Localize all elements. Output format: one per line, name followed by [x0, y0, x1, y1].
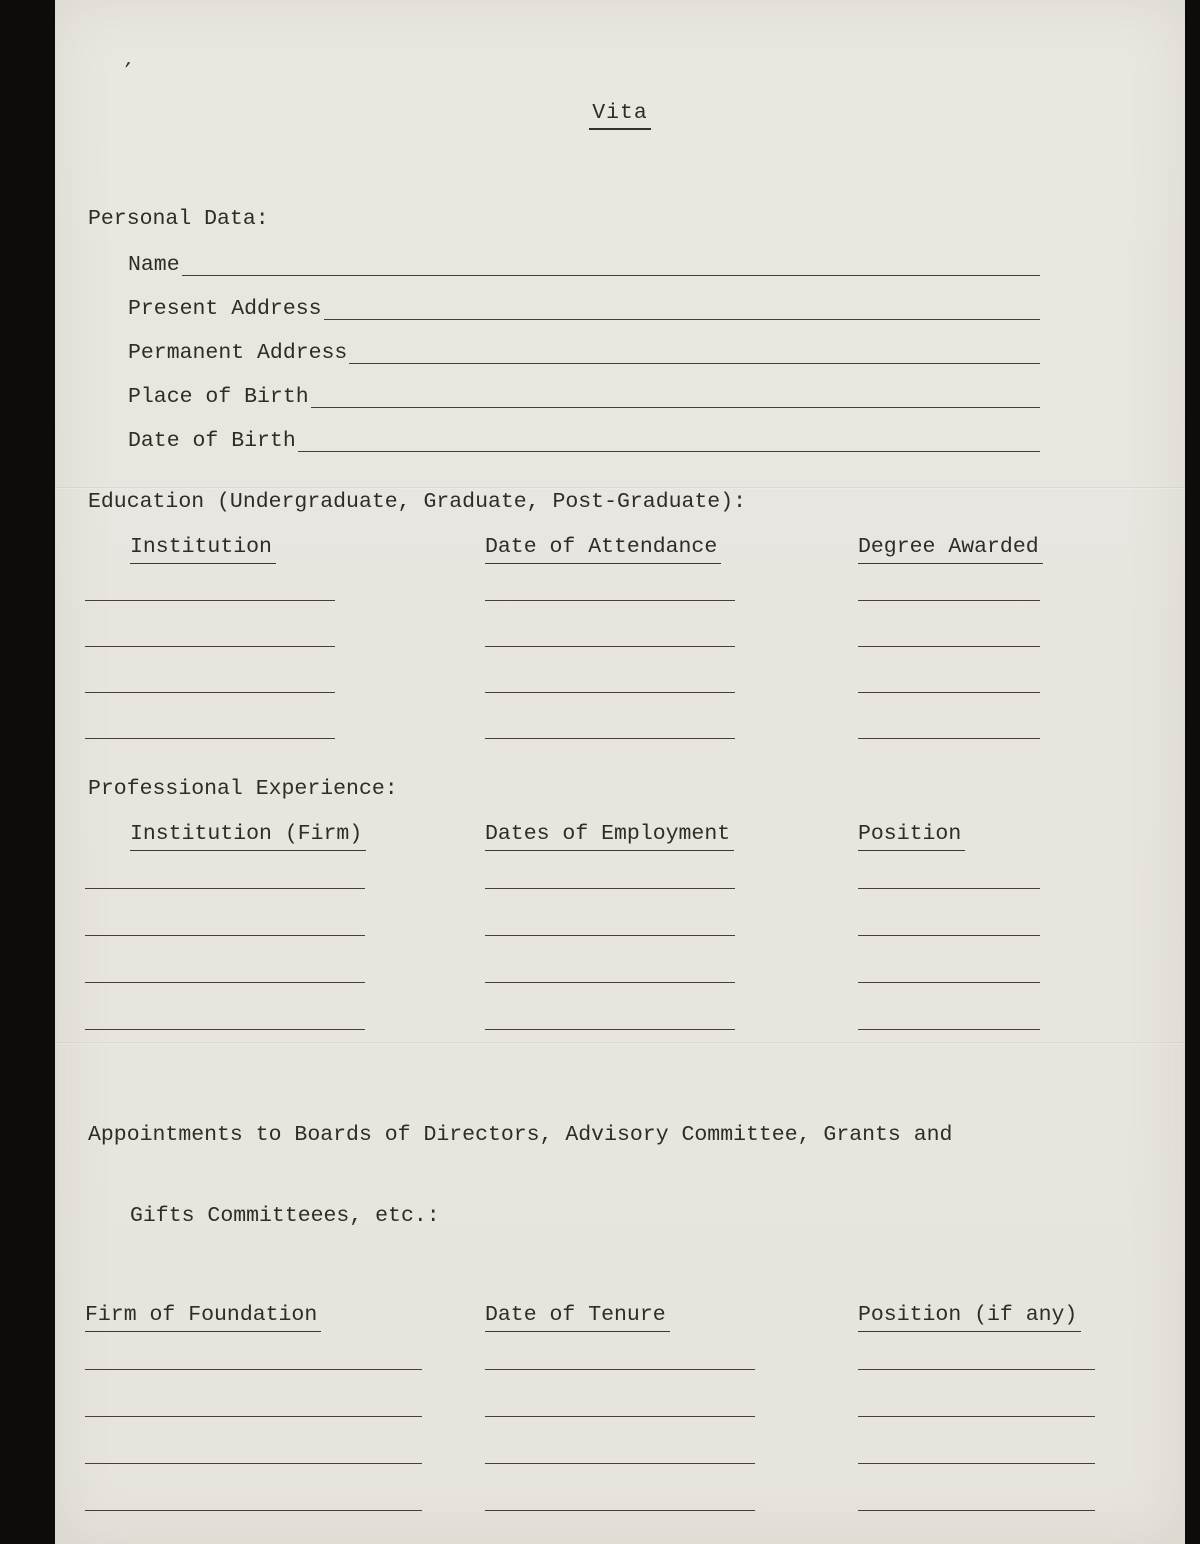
blank-line — [85, 981, 365, 983]
blank-line — [85, 1368, 422, 1370]
page-title: Vita — [589, 100, 651, 130]
experience-blank-row — [55, 851, 1185, 898]
blank-line — [485, 645, 735, 647]
scanned-vita-form — [55, 0, 1185, 1544]
blank-line — [85, 737, 335, 739]
blank-line — [298, 451, 1040, 452]
column-header-position-if-any: Position (if any) — [858, 1302, 1081, 1332]
column-header-date-of-attendance: Date of Attendance — [485, 534, 721, 564]
personal-data-heading: Personal Data: — [88, 206, 269, 231]
blank-line — [85, 887, 365, 889]
blank-line — [858, 691, 1040, 693]
blank-line — [858, 1368, 1095, 1370]
education-blank-row — [55, 656, 1185, 702]
experience-column-headers — [55, 819, 1185, 851]
field-label: Place of Birth — [128, 384, 309, 409]
blank-line — [858, 599, 1040, 601]
blank-line — [858, 934, 1040, 936]
field-label: Permanent Address — [128, 340, 348, 365]
blank-line — [85, 645, 335, 647]
appointments-blank-row — [55, 1473, 1185, 1520]
education-blank-row — [55, 564, 1185, 610]
paper-fold-line — [55, 1042, 1185, 1044]
blank-line — [85, 1462, 422, 1464]
education-blank-row — [55, 702, 1185, 748]
blank-line — [85, 1509, 422, 1511]
blank-line — [485, 1415, 755, 1417]
blank-line — [182, 275, 1040, 276]
appointments-blank-row — [55, 1332, 1185, 1379]
blank-line — [485, 934, 735, 936]
blank-line — [485, 691, 735, 693]
blank-line — [85, 1028, 365, 1030]
blank-line — [858, 737, 1040, 739]
blank-line — [85, 691, 335, 693]
experience-heading: Professional Experience: — [88, 776, 398, 801]
column-header-position: Position — [858, 821, 965, 851]
field-date-of-birth — [128, 411, 1040, 455]
field-place-of-birth — [128, 367, 1040, 411]
experience-blank-row — [55, 945, 1185, 992]
field-present-address — [128, 279, 1040, 323]
blank-line — [858, 1462, 1095, 1464]
column-header-firm-of-foundation: Firm of Foundation — [85, 1302, 321, 1332]
blank-line — [85, 599, 335, 601]
blank-line — [858, 981, 1040, 983]
appointments-blank-row — [55, 1426, 1185, 1473]
blank-line — [85, 934, 365, 936]
education-blank-row — [55, 610, 1185, 656]
appointments-heading — [88, 1069, 1185, 1284]
blank-line — [858, 1028, 1040, 1030]
blank-line — [485, 981, 735, 983]
blank-line — [85, 1415, 422, 1417]
blank-line — [485, 1509, 755, 1511]
blank-line — [485, 1028, 735, 1030]
blank-line — [485, 599, 735, 601]
experience-blank-row — [55, 898, 1185, 945]
field-label: Date of Birth — [128, 428, 296, 453]
experience-blank-row — [55, 992, 1185, 1039]
blank-line — [858, 1509, 1095, 1511]
field-label: Name — [128, 252, 180, 277]
appointments-heading-line2: Gifts Committeees, etc.: — [130, 1203, 440, 1228]
appointments-blank-row — [55, 1379, 1185, 1426]
blank-line — [324, 319, 1040, 320]
field-label: Present Address — [128, 296, 322, 321]
column-header-dates-of-employment: Dates of Employment — [485, 821, 734, 851]
scan-artifact-mark: ’ — [119, 60, 134, 82]
blank-line — [858, 887, 1040, 889]
column-header-institution-firm: Institution (Firm) — [130, 821, 366, 851]
appointments-heading-line1: Appointments to Boards of Directors, Advisory Committee, Grants and — [88, 1123, 953, 1148]
blank-line — [485, 887, 735, 889]
column-header-date-of-tenure: Date of Tenure — [485, 1302, 670, 1332]
field-permanent-address — [128, 323, 1040, 367]
blank-line — [485, 737, 735, 739]
blank-line — [349, 363, 1040, 364]
blank-line — [858, 645, 1040, 647]
field-name — [128, 235, 1040, 279]
personal-data-fields — [55, 235, 1185, 455]
blank-line — [485, 1462, 755, 1464]
education-heading: Education (Undergraduate, Graduate, Post-Graduate): — [88, 489, 747, 514]
appointments-column-headers — [55, 1300, 1185, 1332]
blank-line — [485, 1368, 755, 1370]
education-column-headers — [55, 532, 1185, 564]
blank-line — [858, 1415, 1095, 1417]
column-header-degree-awarded: Degree Awarded — [858, 534, 1043, 564]
column-header-institution: Institution — [130, 534, 276, 564]
blank-line — [311, 407, 1040, 408]
